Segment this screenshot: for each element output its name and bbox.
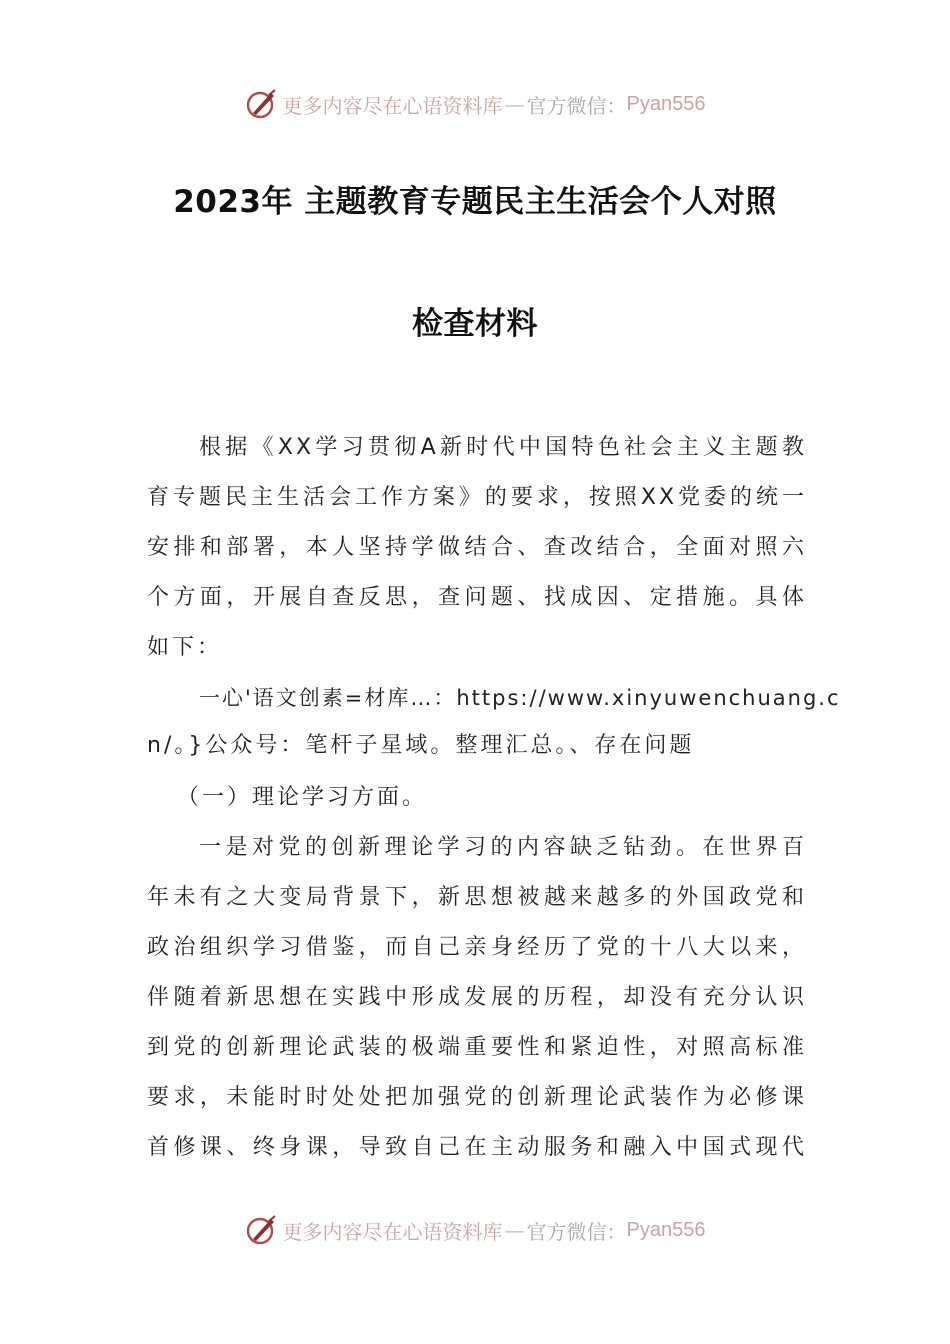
watermark-label: 官方微信： — [526, 93, 627, 118]
quill-pen-circle-icon — [245, 1213, 279, 1247]
body-line: 伴随着新思想在实践中形成发展的历程，却没有充分认识 — [147, 985, 807, 1010]
document-title-line-1: 2023年 主题教育专题民主生活会个人对照 — [173, 184, 777, 220]
body-line: 首修课、终身课，导致自己在主动服务和融入中国式现代 — [147, 1135, 807, 1160]
watermark-text: 更多内容尽在心语资料库 — [282, 1219, 503, 1244]
body-line: 一是对党的创新理论学习的内容缺乏钻劲。在世界百 — [199, 835, 807, 860]
body-line: 年未有之大变局背景下，新思想被越来越多的外国政党和 — [147, 885, 807, 910]
section-heading: （一）理论学习方面。 — [177, 785, 428, 810]
body-line: n/。}公众号：笔杆子星域。整理汇总。、存在问题 — [147, 733, 695, 758]
watermark-text: 更多内容尽在心语资料库 — [282, 93, 503, 118]
body-line: 要求，未能时时处处把加强党的创新理论武装作为必修课 — [147, 1085, 807, 1110]
watermark-account: Pyan556 — [626, 92, 706, 115]
watermark-label: 官方微信： — [526, 1219, 627, 1244]
body-line: 政治组织学习借鉴，而自己亲身经历了党的十八大以来， — [147, 935, 807, 960]
body-line: 根据《XX学习贯彻A新时代中国特色社会主义主题教 — [199, 435, 807, 460]
watermark-account: Pyan556 — [626, 1218, 706, 1241]
footer-watermark — [0, 1210, 950, 1250]
body-line: 如下： — [147, 635, 223, 660]
watermark-separator: — — [504, 92, 525, 116]
body-line: 到党的创新理论武装的极端重要性和紧迫性，对照高标准 — [147, 1035, 807, 1060]
watermark-separator: — — [504, 1218, 525, 1242]
document-title-line-2: 检查材料 — [412, 306, 538, 342]
body-line: 安排和部署，本人坚持学做结合、查改结合，全面对照六 — [147, 535, 807, 560]
quill-pen-circle-icon — [245, 87, 279, 121]
body-line: 个方面，开展自查反思，查问题、找成因、定措施。具体 — [147, 585, 807, 610]
body-line: 育专题民主生活会工作方案》的要求，按照XX党委的统一 — [147, 485, 807, 510]
header-watermark — [0, 84, 950, 124]
body-line: 一心'语文创素=材库…：https://www.xinyuwenchuang.c — [199, 686, 841, 710]
